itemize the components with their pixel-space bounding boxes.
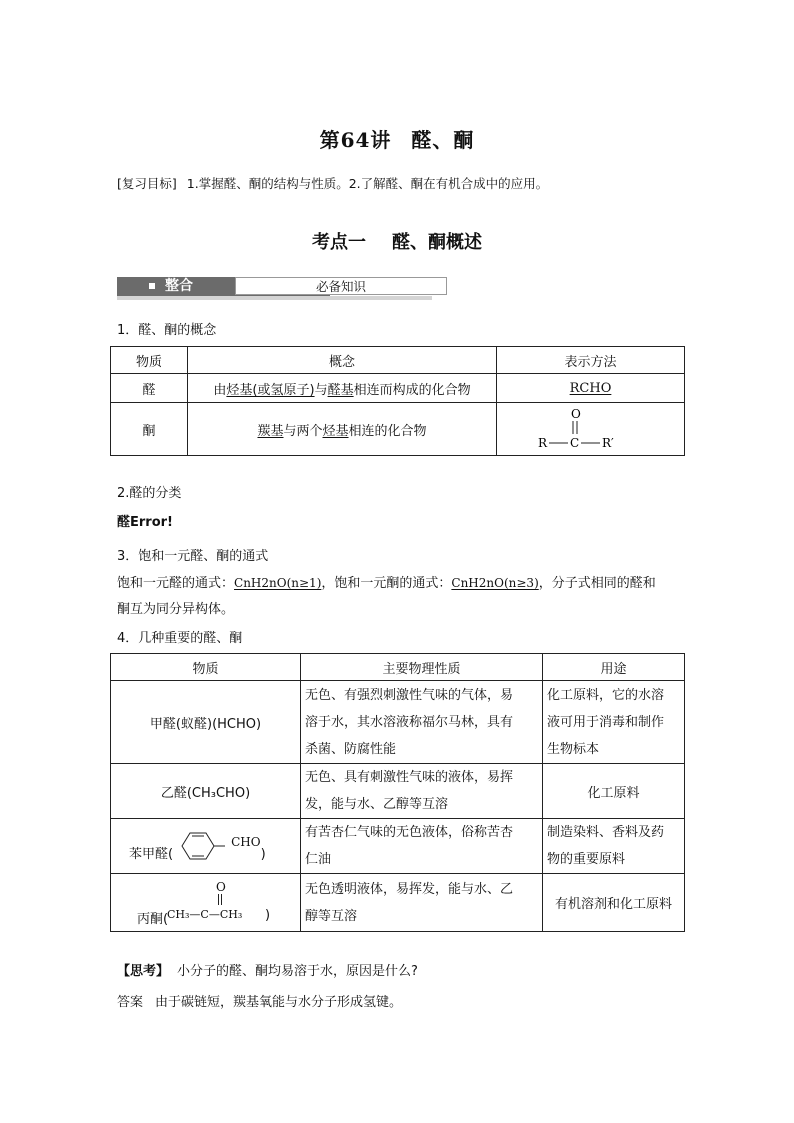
compound-uses: 制造染料、香料及药 物的重要原料 [543,819,685,874]
aldehyde-general-formula: CnH2nO(n≥1) [234,576,322,590]
concept-header-representation: 表示方法 [497,347,685,374]
point-title [0,228,794,254]
compound-uses: 有机溶剂和化工原料 [543,874,685,932]
think-question-text: 小分子的醛、酮均易溶于水，原因是什么? [177,964,418,979]
compound-uses: 化工原料 [543,764,685,819]
ketone-concept: 羰基与两个烃基相连的化合物 [188,403,497,456]
benzene-ring-icon [173,829,231,863]
compounds-header-uses: 用途 [543,654,685,681]
compound-name: 乙醛(CH₃CHO) [111,764,301,819]
table-row [111,681,685,764]
table-row [111,819,685,874]
lecture-title [0,124,794,153]
ketone-structure-diagram [536,405,646,453]
important-compounds-table [110,653,685,932]
lecture-topic: 醛、酮 [411,128,475,152]
concept-header-concept: 概念 [188,347,497,374]
ketone-structure [497,403,685,456]
aldehyde-concept: 由烃基(或氢原子)与醛基相连而构成的化合物 [188,374,497,403]
concept-table [110,346,685,456]
aldehyde-representation: RCHO [497,374,685,403]
compound-properties: 无色透明液体，易挥发，能与水、乙 醇等互溶 [301,874,543,932]
ketone-carbon: C [569,436,579,450]
banner-main-label: 整合 [165,278,193,294]
compound-name: 苯甲醛(CHO) [111,819,301,874]
compound-properties: 有苦杏仁气味的无色液体，俗称苦杏 仁油 [301,819,543,874]
square-icon [149,283,155,289]
concept-header-substance: 物质 [111,347,188,374]
section-2-heading: 2.醛的分类 [117,486,182,501]
compound-name: 甲醛(蚁醛)(HCHO) [111,681,301,764]
answer [117,991,402,1010]
table-row [111,874,685,932]
point-topic: 醛、酮概述 [392,232,482,253]
section-1-heading: 1．醛、酮的概念 [117,323,217,338]
table-row [111,764,685,819]
compound-properties: 无色、具有刺激性气味的液体，易挥 发，能与水、乙醇等互溶 [301,764,543,819]
aldehyde-classification: 醛Error! [117,515,173,530]
general-formula-line1: 饱和一元醛的通式：CnH2nO(n≥1)，饱和一元酮的通式：CnH2nO(n≥3)，分子式相同的醛和 [117,576,656,591]
ketone-r2: R′ [601,436,614,450]
compounds-header-substance: 物质 [111,654,301,681]
section-banner [117,277,432,301]
ketone-name: 酮 [111,403,188,456]
section-4-heading: 4．几种重要的醛、酮 [117,631,243,646]
compound-name: 丙酮( O CH₃—C—CH₃ ) [111,874,301,932]
compound-properties: 无色、有强烈刺激性气味的气体，易 溶于水，其水溶液称福尔马林，具有 杀菌、防腐性能 [301,681,543,764]
point-number: 考点一 [312,232,366,253]
compounds-header-properties: 主要物理性质 [301,654,543,681]
aldehyde-name: 醛 [111,374,188,403]
general-formula-line2: 酮互为同分异构体。 [117,602,235,617]
lecture-number: 第64讲 [319,128,392,152]
ketone-general-formula: CnH2nO(n≥3) [451,576,539,590]
banner-sub-label: 必备知识 [235,277,447,295]
think-question [117,960,418,979]
section-3-heading: 3．饱和一元醛、酮的通式 [117,549,269,564]
ketone-oxygen: O [570,407,581,421]
answer-tag: 答案 [117,995,144,1010]
review-goal-tag: [复习目标] [117,176,177,191]
answer-text: 由于碳链短，羰基氧能与水分子形成氢键。 [155,995,403,1010]
compound-uses: 化工原料，它的水溶 液可用于消毒和制作 生物标本 [543,681,685,764]
review-goal-text: 1.掌握醛、酮的结构与性质。2.了解醛、酮在有机合成中的应用。 [186,176,549,191]
review-goal [117,174,548,192]
think-tag: 【思考】 [117,964,170,979]
ketone-r1: R [537,436,547,450]
